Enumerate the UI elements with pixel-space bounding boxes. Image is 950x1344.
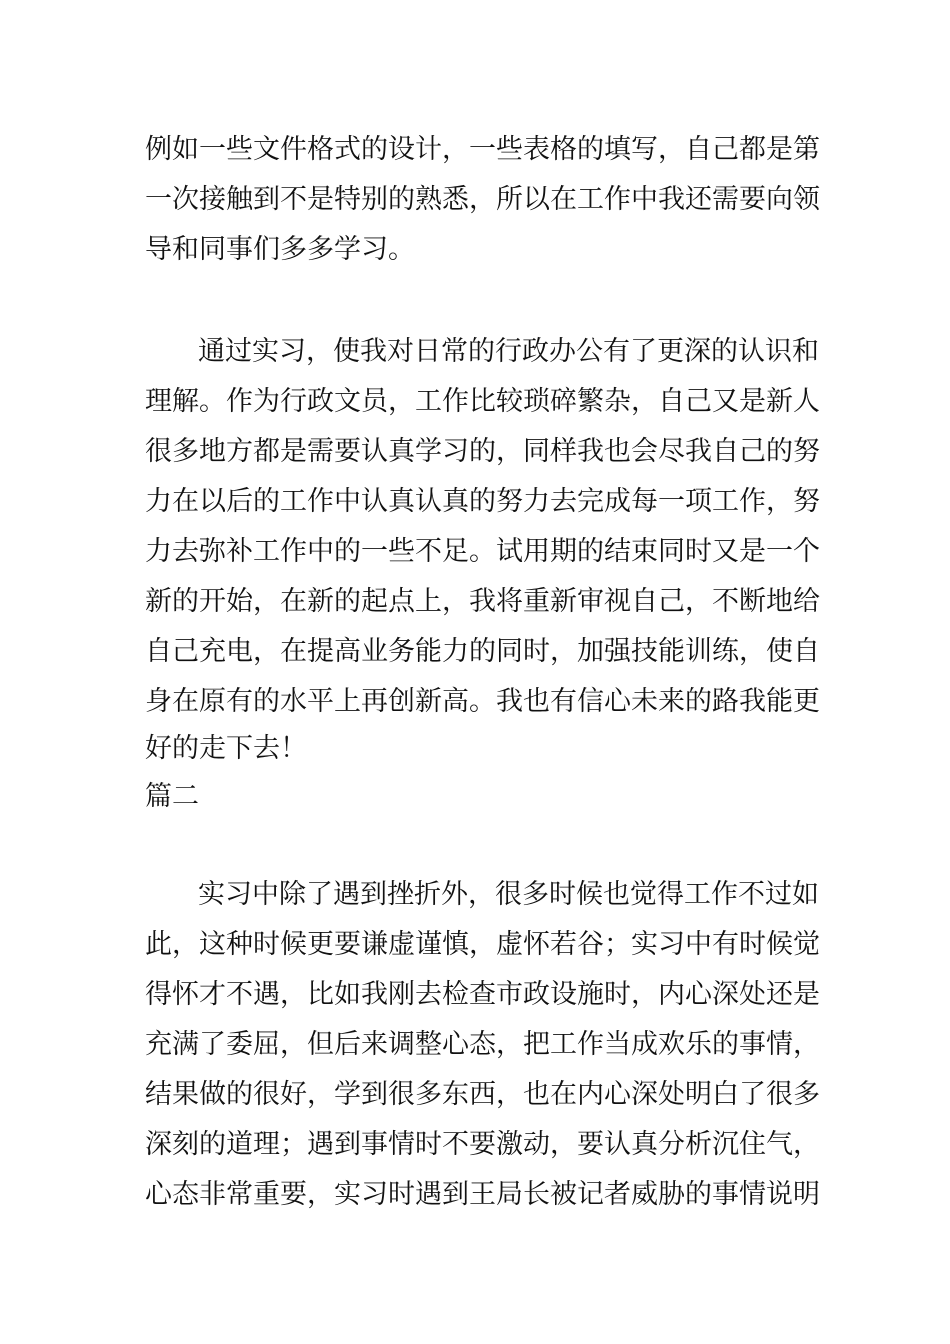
paragraph-2-line-9: 好的走下去！ [145,733,307,764]
paragraph-3-line-7: 心态非常重要，实习时遇到王局长被记者威胁的事情说明 [145,1179,820,1210]
paragraph-2-line-3: 很多地方都是需要认真学习的，同样我也会尽我自己的努 [145,436,820,467]
paragraph-2-line-4: 力在以后的工作中认真认真的努力去完成每一项工作，努 [145,486,820,517]
paragraph-2-line-1: 通过实习，使我对日常的行政办公有了更深的认识和 [198,336,819,367]
paragraph-2-line-2: 理解。作为行政文员，工作比较琐碎繁杂，自己又是新人 [145,386,820,417]
paragraph-1-line-1: 例如一些文件格式的设计，一些表格的填写，自己都是第 [145,134,820,165]
paragraph-3-line-1: 实习中除了遇到挫折外，很多时候也觉得工作不过如 [198,879,819,910]
paragraph-2-line-6: 新的开始，在新的起点上，我将重新审视自己，不断地给 [145,586,820,617]
paragraph-3-line-6: 深刻的道理；遇到事情时不要激动，要认真分析沉住气， [145,1129,820,1160]
paragraph-2-line-8: 身在原有的水平上再创新高。我也有信心未来的路我能更 [145,686,820,717]
paragraph-3-line-3: 得怀才不遇，比如我刚去检查市政设施时，内心深处还是 [145,979,820,1010]
paragraph-2-line-5: 力去弥补工作中的一些不足。试用期的结束同时又是一个 [145,536,820,567]
paragraph-1-line-3: 导和同事们多多学习。 [145,234,415,265]
paragraph-1-line-2: 一次接触到不是特别的熟悉，所以在工作中我还需要向领 [145,184,820,215]
section-heading: 篇二 [145,781,199,812]
paragraph-3-line-4: 充满了委屈，但后来调整心态，把工作当成欢乐的事情， [145,1029,820,1060]
paragraph-2-line-7: 自己充电，在提高业务能力的同时，加强技能训练，使自 [145,636,820,667]
paragraph-3-line-5: 结果做的很好，学到很多东西，也在内心深处明白了很多 [145,1079,820,1110]
paragraph-3-line-2: 此，这种时候更要谦虚谨慎，虚怀若谷；实习中有时候觉 [145,929,820,960]
